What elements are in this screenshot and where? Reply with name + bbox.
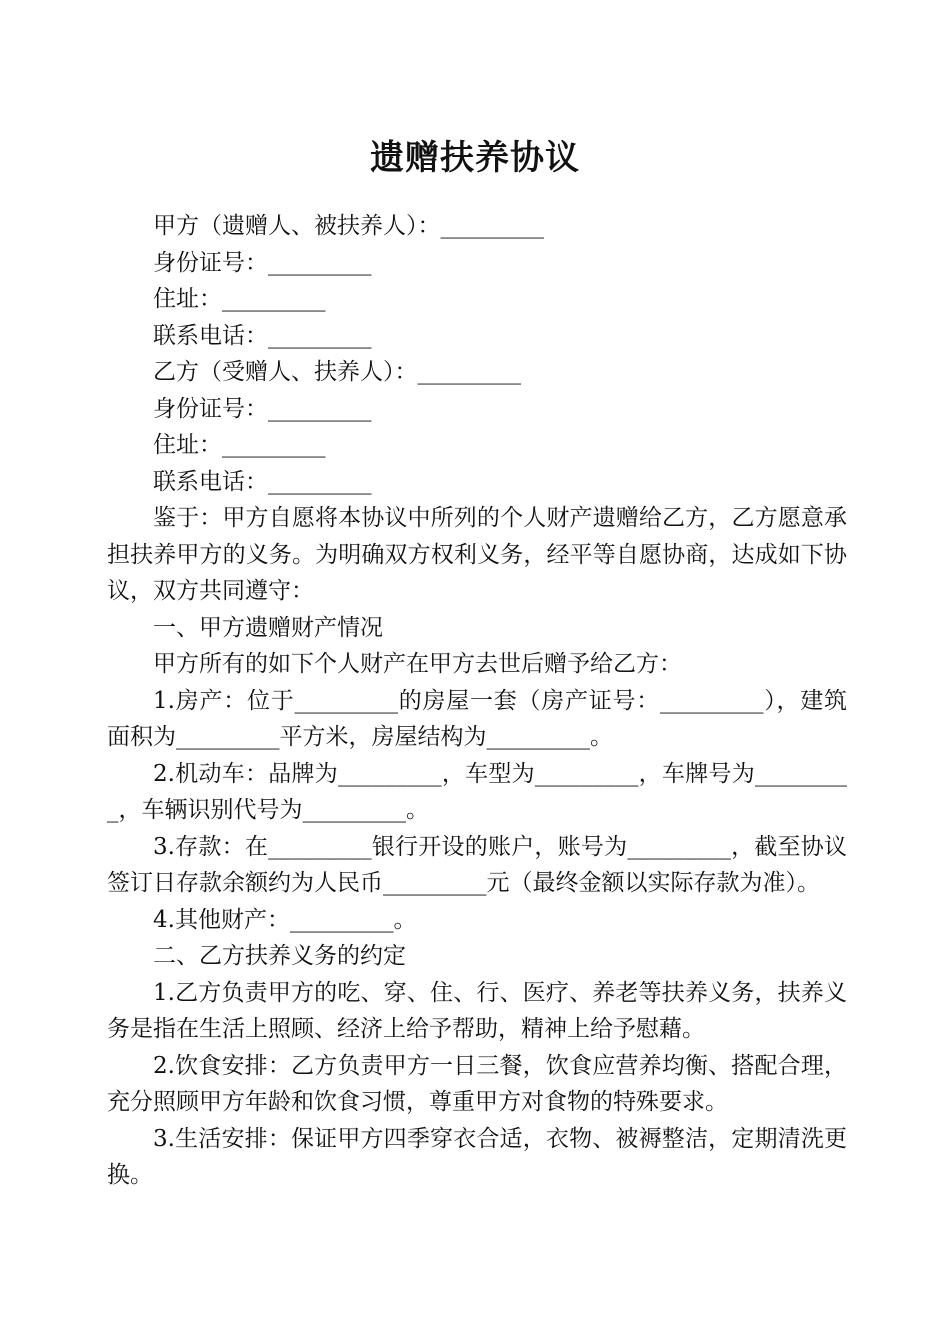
section-one-item-deposit: 3.存款：在_________银行开设的账户，账号为_________，截至协议签订日存款余额约为人民币_________元（最终金额以实际存款为准）。 <box>107 833 847 896</box>
party-b-id-line: 身份证号：_________ <box>153 395 372 422</box>
party-a-address-line: 住址：_________ <box>153 286 326 312</box>
section-two-heading: 二、乙方扶养义务的约定 <box>153 943 406 969</box>
document-body <box>107 208 847 1194</box>
document-title: 遗赠扶养协议 <box>370 138 580 178</box>
preamble-paragraph: 鉴于：甲方自愿将本协议中所列的个人财产遗赠给乙方，乙方愿意承担扶养甲方的义务。为明确双方权利义务，经平等自愿协商，达成如下协议，双方共同遵守： <box>107 505 847 604</box>
party-b-phone-line: 联系电话：_________ <box>153 468 372 495</box>
section-one-heading: 一、甲方遗赠财产情况 <box>153 614 383 641</box>
party-b-name-line: 乙方（受赠人、扶养人）：_________ <box>153 359 521 385</box>
section-one-item-vehicle: 2.机动车：品牌为_________，车型为_________，车牌号为_________，车辆识别代号为_________。 <box>107 760 847 823</box>
party-a-phone-line: 联系电话：_________ <box>153 322 372 349</box>
party-a-id-line: 身份证号：_________ <box>153 249 372 276</box>
section-two-item-diet: 2.饮食安排：乙方负责甲方一日三餐，饮食应营养均衡、搭配合理，充分照顾甲方年龄和饮食习惯，尊重甲方对食物的特殊要求。 <box>107 1052 847 1115</box>
party-a-name-line: 甲方（遗赠人、被扶养人）：_________ <box>153 213 544 239</box>
section-two-item-living: 3.生活安排：保证甲方四季穿衣合适，衣物、被褥整洁，定期清洗更换。 <box>107 1125 847 1188</box>
section-two-item-duty: 1.乙方负责甲方的吃、穿、住、行、医疗、养老等扶养义务，扶养义务是指在生活上照顾、经济上给予帮助，精神上给予慰藉。 <box>107 979 847 1042</box>
party-b-address-line: 住址：_________ <box>153 432 326 458</box>
section-one-intro: 甲方所有的如下个人财产在甲方去世后赠予给乙方： <box>153 651 682 677</box>
section-one-item-house: 1.房产：位于_________的房屋一套（房产证号：_________），建筑面积为_________平方米，房屋结构为_________。 <box>107 687 847 750</box>
section-one-item-other: 4.其他财产：_________。 <box>153 906 417 933</box>
